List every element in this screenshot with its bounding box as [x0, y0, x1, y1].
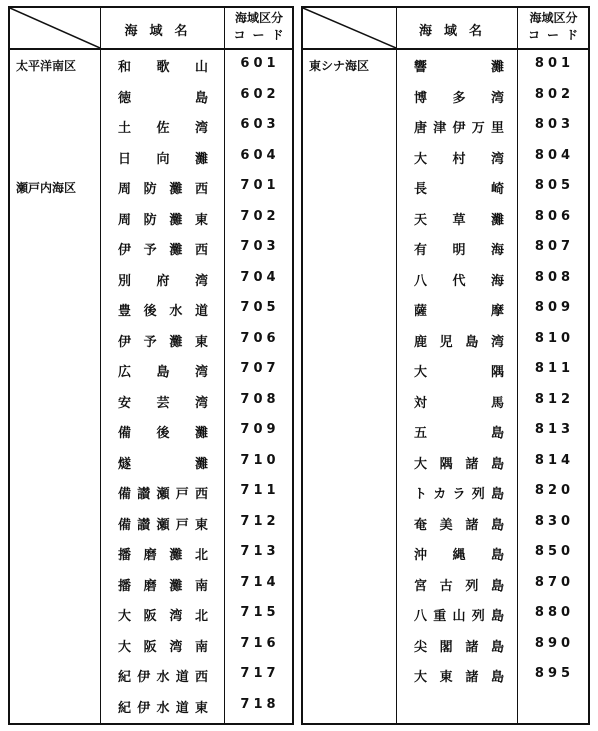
table-row	[10, 691, 292, 721]
sea-area-name: 唐 津 伊 万 里	[414, 121, 504, 136]
table-row	[303, 233, 588, 263]
table-row	[303, 416, 588, 446]
sea-area-name: 伊 予 灘 東	[118, 334, 208, 350]
table-row	[10, 416, 292, 446]
table-row	[303, 447, 588, 477]
table-row	[10, 50, 292, 80]
table-row	[10, 172, 292, 202]
table-row	[303, 264, 588, 294]
area-code: 810	[534, 330, 575, 346]
table-row	[303, 203, 588, 233]
sea-area-name: 徳 島	[118, 90, 208, 106]
area-code: 813	[534, 422, 575, 437]
area-code: 806	[534, 208, 575, 224]
table-row	[10, 203, 292, 233]
header-code-line2: コード	[527, 28, 585, 42]
table-row	[303, 630, 588, 660]
header-code-line1: 海域区分	[529, 11, 578, 25]
area-code: 870	[534, 574, 575, 590]
left-table	[8, 6, 294, 725]
area-code: 707	[240, 361, 280, 376]
table-row	[303, 386, 588, 416]
area-code: 715	[240, 605, 280, 620]
area-code: 706	[240, 330, 280, 346]
header-area-code	[517, 10, 590, 44]
area-code: 708	[240, 391, 280, 407]
sea-area-name: 備 讃 瀬 戸 西	[118, 487, 208, 502]
sea-area-name: 播 磨 灘 北	[118, 548, 208, 563]
table-row	[303, 355, 588, 385]
table-row	[10, 660, 292, 690]
table-row	[303, 142, 588, 172]
area-code: 830	[534, 513, 575, 529]
table-row	[303, 599, 588, 629]
sea-area-name: 広 島 湾	[118, 365, 208, 380]
table-row	[303, 172, 588, 202]
sea-area-name: 豊 後 水 道	[118, 304, 208, 319]
area-code: 703	[240, 239, 280, 254]
sea-area-name: 大 阪 湾 北	[118, 609, 208, 624]
area-code: 807	[534, 239, 575, 254]
area-code: 809	[534, 300, 575, 315]
area-code: 717	[240, 666, 280, 681]
area-code: 804	[534, 147, 575, 163]
table-row	[10, 630, 292, 660]
sea-area-name: 天 草 灘	[414, 212, 504, 228]
header-code-line1: 海域区分	[234, 11, 283, 25]
sea-area-name: 五 島	[414, 426, 504, 441]
table-row	[303, 294, 588, 324]
header-diagonal-line	[303, 8, 396, 48]
sea-area-name: 大 隅	[414, 365, 504, 380]
header-diagonal-line	[10, 8, 100, 48]
sea-area-name: 播 磨 灘 南	[118, 578, 208, 594]
table-row	[303, 111, 588, 141]
header-code-line2: コード	[233, 28, 291, 42]
area-code: 803	[534, 117, 575, 132]
sea-area-name: 紀 伊 水 道 東	[118, 700, 208, 716]
table-row	[10, 264, 292, 294]
table-row	[10, 233, 292, 263]
area-code: 805	[534, 178, 575, 193]
header-sea-area-name: 海域名	[124, 24, 200, 39]
sea-area-name: 奄 美 諸 島	[414, 517, 504, 533]
table-row	[10, 294, 292, 324]
table-header	[303, 8, 588, 50]
sea-area-name: 安 芸 湾	[118, 395, 208, 411]
area-code: 895	[534, 666, 575, 681]
header-sea-area-name: 海域名	[418, 24, 494, 39]
sea-area-name: 八 重 山 列 島	[414, 609, 504, 624]
table-row	[10, 111, 292, 141]
sea-area-name: 備 後 灘	[118, 426, 208, 441]
table-row	[303, 81, 588, 111]
table-row	[10, 81, 292, 111]
table-row	[303, 477, 588, 507]
sea-area-name: 紀 伊 水 道 西	[118, 670, 208, 685]
sea-area-name: 対 馬	[414, 395, 504, 411]
table-row	[303, 660, 588, 690]
area-code: 850	[534, 544, 575, 559]
area-code: 890	[534, 635, 575, 651]
area-code: 705	[240, 300, 280, 315]
area-code: 820	[534, 483, 575, 498]
table-row	[10, 508, 292, 538]
sea-area-name: 沖 縄 島	[414, 548, 504, 563]
table-row	[10, 599, 292, 629]
sea-area-name: 周 防 灘 東	[118, 212, 208, 228]
table-row	[10, 325, 292, 355]
sea-area-name: 周 防 灘 西	[118, 182, 208, 197]
region-label: 東シナ海区	[309, 59, 370, 73]
area-code: 603	[240, 117, 280, 132]
area-code: 701	[240, 178, 280, 193]
header-area-code	[224, 10, 294, 44]
area-code: 713	[240, 544, 280, 559]
area-code: 604	[240, 147, 280, 163]
table-row	[10, 355, 292, 385]
sea-area-name: 日 向 灘	[118, 151, 208, 167]
sea-area-name: 和 歌 山	[118, 60, 208, 75]
sea-area-name: 備 讃 瀬 戸 東	[118, 517, 208, 533]
area-code: 601	[240, 56, 280, 71]
area-code: 702	[240, 208, 280, 224]
sea-area-name: 長 崎	[414, 182, 504, 197]
sea-area-name: 響 灘	[414, 60, 504, 75]
sea-area-name: 大 村 湾	[414, 151, 504, 167]
table-row	[10, 477, 292, 507]
table-row	[303, 508, 588, 538]
area-code: 814	[534, 452, 575, 468]
area-code: 714	[240, 574, 280, 590]
table-row	[303, 50, 588, 80]
table-row	[10, 569, 292, 599]
sea-area-name: 尖 閣 諸 島	[414, 639, 504, 655]
right-table	[301, 6, 590, 725]
table-row	[303, 538, 588, 568]
area-code: 716	[240, 635, 280, 651]
area-code: 718	[240, 696, 280, 712]
area-code: 710	[240, 452, 280, 468]
region-label: 太平洋南区	[16, 59, 77, 73]
sea-area-name: 別 府 湾	[118, 273, 208, 289]
area-code: 712	[240, 513, 280, 529]
sea-area-name: 博 多 湾	[414, 90, 504, 106]
area-code: 880	[534, 605, 575, 620]
sea-area-name: 八 代 海	[414, 273, 504, 289]
sea-area-name: 有 明 海	[414, 243, 504, 258]
area-code: 812	[534, 391, 575, 407]
area-code: 802	[534, 86, 575, 102]
sea-area-name: 燧 灘	[118, 456, 208, 472]
area-code: 711	[240, 483, 280, 498]
table-row	[10, 538, 292, 568]
region-label: 瀬戸内海区	[16, 181, 77, 195]
area-code: 704	[240, 269, 280, 285]
sea-area-name: 伊 予 灘 西	[118, 243, 208, 258]
sea-area-name: 大 東 諸 島	[414, 670, 504, 685]
sea-area-name: ト カ ラ 列 島	[414, 487, 504, 502]
table-header	[10, 8, 292, 50]
sea-area-name: 薩 摩	[414, 304, 504, 319]
area-code: 811	[534, 361, 575, 376]
sea-area-name: 大 阪 湾 南	[118, 639, 208, 655]
area-code: 602	[240, 86, 280, 102]
table-row	[10, 447, 292, 477]
area-code: 808	[534, 269, 575, 285]
sea-area-name: 鹿 児 島 湾	[414, 334, 504, 350]
sea-area-name: 土 佐 湾	[118, 121, 208, 136]
sea-area-name: 大 隅 諸 島	[414, 456, 504, 472]
table-row	[10, 142, 292, 172]
table-row	[10, 386, 292, 416]
area-code: 709	[240, 422, 280, 437]
table-row	[303, 569, 588, 599]
area-code: 801	[534, 56, 575, 71]
sea-area-name: 宮 古 列 島	[414, 578, 504, 594]
table-row	[303, 325, 588, 355]
